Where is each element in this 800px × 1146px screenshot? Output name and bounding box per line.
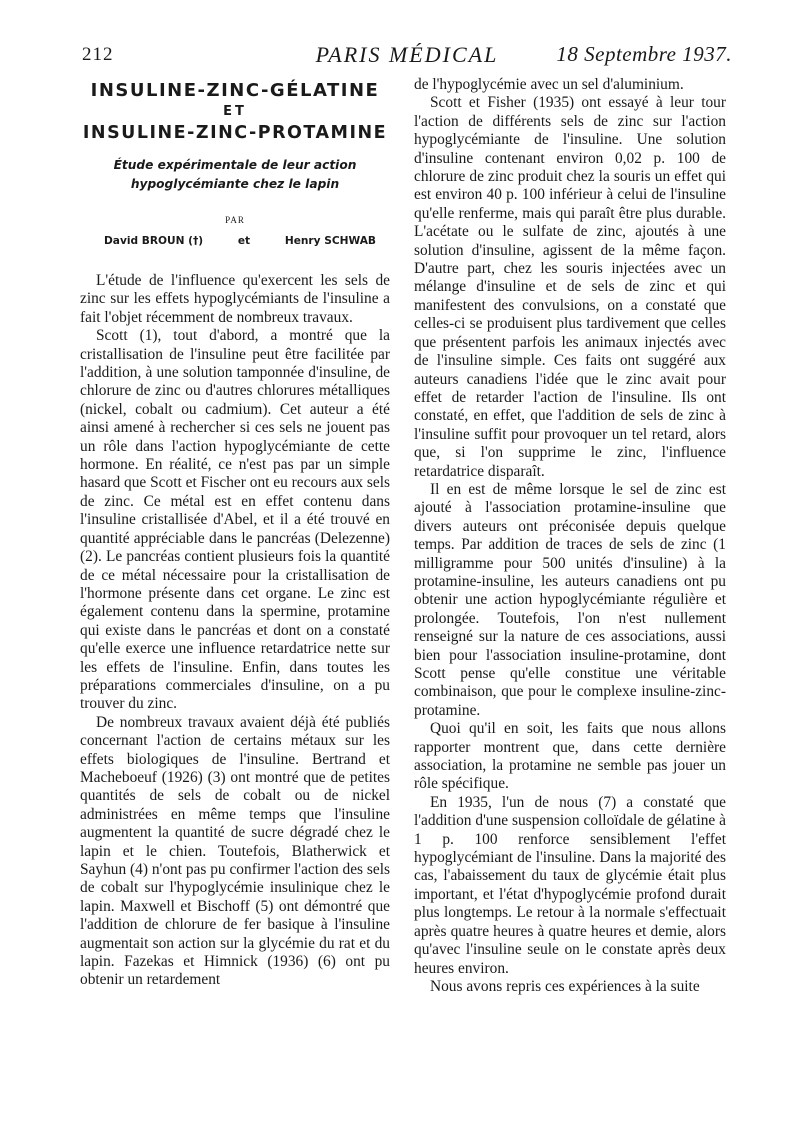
byline-par: PAR	[225, 215, 245, 225]
paragraph: En 1935, l'un de nous (7) a constaté que l'addition d'une suspension colloïdale de gélatine à 1 p. 100 renforce sensiblement l'effet hypoglycémiant de l'insuline. Dans la majorité des cas, l'abaissement du taux de glycémie était plus important, et l'état d'hypoglycémie profond durait plus longtemps. Le retour à la normale s'effectuait après quatre heures à quatre heures et demie, alors qu'avec l'insuline seule on le constate après deux heures environ.	[414, 793, 726, 977]
left-column	[80, 76, 390, 990]
journal-title: PARIS MÉDICAL	[315, 42, 499, 67]
article-title-line-3: INSULINE-ZINC-PROTAMINE	[82, 123, 388, 143]
issue-date: 18 Septembre 1937.	[556, 42, 732, 66]
paragraph: Il en est de même lorsque le sel de zinc est ajouté à l'association protamine-insuline que divers auteurs ont préconisée depuis quelque temps. Par addition de traces de sels de zinc (1 milligramme pour 500 unités d'insuline) à la protamine-insuline, les auteurs canadiens ont pu obtenir une action hypoglycémiante régulière et prolongée. Toutefois, l'on n'est nullement renseigné sur la nature de ces associations, aussi bien pour l'association insuline-protamine, dont Scott pense qu'elle constitue une véritable combinaison, que pour le complexe insuline-zinc-protamine.	[414, 480, 726, 719]
paragraph-continuation: de l'hypoglycémie avec un sel d'aluminium.	[414, 76, 684, 93]
author-schwab: Henry SCHWAB	[284, 235, 376, 247]
author-conjunction: et	[237, 235, 251, 247]
page-number: 212	[82, 44, 114, 65]
author-broun: David BROUN (†)	[104, 235, 204, 247]
article-title-line-1: INSULINE-ZINC-GÉLATINE	[90, 80, 380, 101]
author-line	[104, 234, 376, 248]
running-header	[82, 40, 732, 74]
article-title-line-2: ET	[223, 104, 247, 119]
paragraph: Scott (1), tout d'abord, a montré que la cristallisation de l'insuline peut être facilitée par l'addition, à une solution tamponnée d'insuline, de chlorure de zinc ou d'autres chlorures métalliques (nickel, cobalt ou cadmium). Cet auteur a été ainsi amené à rechercher si ces sels ne jouent pas un rôle dans l'action hypoglycémiante de cette hormone. En réalité, ce n'est pas par un simple hasard que Scott et Fischer ont eu recours aux sels de zinc. Ce métal est en effet contenu dans l'insuline cristallisée d'Abel, et il a été trouvé en quantité appréciable dans le pancréas (Delezenne) (2). Le pancréas contient plusieurs fois la quantité de ce métal nécessaire pour la cristallisation de l'hormone présente dans cet organe. Le zinc est également contenu dans la spermine, protamine qui existe dans le pancréas et dont on a constaté qu'elle exerce une influence retardatrice nette sur les effets de l'insuline. Enfin, dans toutes les préparations commerciales d'insuline, on a pu trouver du zinc.	[80, 327, 390, 713]
article-subtitle: Étude expérimentale de leur action hypoglycémiante chez le lapin	[113, 158, 357, 191]
paragraph: De nombreux travaux avaient déjà été publiés concernant l'action de certains métaux sur les effets biologiques de l'insuline. Bertrand et Macheboeuf (1926) (3) ont montré que de petites quantités de sels de cobalt ou de nickel administrées en même temps que l'insuline augmentent la quantité de sucre dégradé chez le lapin et le chien. Toutefois, Blatherwick et Sayhun (4) n'ont pas pu confirmer l'action des sels de cobalt sur l'hypoglycémie insulinique chez le lapin. Maxwell et Bischoff (5) ont démontré que l'addition de chlorure de fer basique à l'insuline augmentait son action sur la glycémie du rat et du lapin. Fazekas et Himnick (1936) (6) ont pu obtenir un retardement	[80, 713, 390, 989]
paragraph: Scott et Fisher (1935) ont essayé à leur tour l'action de différents sels de zinc sur l'action hypoglycémiante de l'insuline. Une solution d'insuline contenant environ 0,02 p. 100 de chlorure de zinc produit chez la souris un effet qui est environ 40 p. 100 inférieur à celui de l'insuline qu'elle renferme, mais qui paraît être plus durable. L'acétate ou le sulfate de zinc, ajoutés à une solution d'insuline, agissent de la même façon. D'autre part, chez les souris injectées avec un mélange d'insuline et de sels de zinc et qui manifestent des convulsions, on a constaté que celles-ci se produisent plus tardivement que celles que présentent parfois les animaux injectés avec de l'insuline simple. Ces faits ont suggéré aux auteurs canadiens l'idée que le zinc avait pour effet de retarder l'action de l'insuline. Ils ont constaté, en effet, que l'addition de sels de zinc à l'insuline suffit pour provoquer un tel retard, alors que, si l'on supprime le zinc, l'influence retardatrice disparaît.	[414, 94, 726, 480]
paragraph: Quoi qu'il en soit, les faits que nous allons rapporter montrent que, dans cette dernière association, la protamine ne semble pas jouer un rôle spécifique.	[414, 720, 726, 793]
right-column	[414, 76, 726, 996]
paragraph: Nous avons repris ces expériences à la suite	[430, 977, 700, 995]
paragraph: L'étude de l'influence qu'exercent les sels de zinc sur les effets hypoglycémiants de l'insuline a fait l'objet récemment de nombreux travaux.	[80, 272, 390, 326]
